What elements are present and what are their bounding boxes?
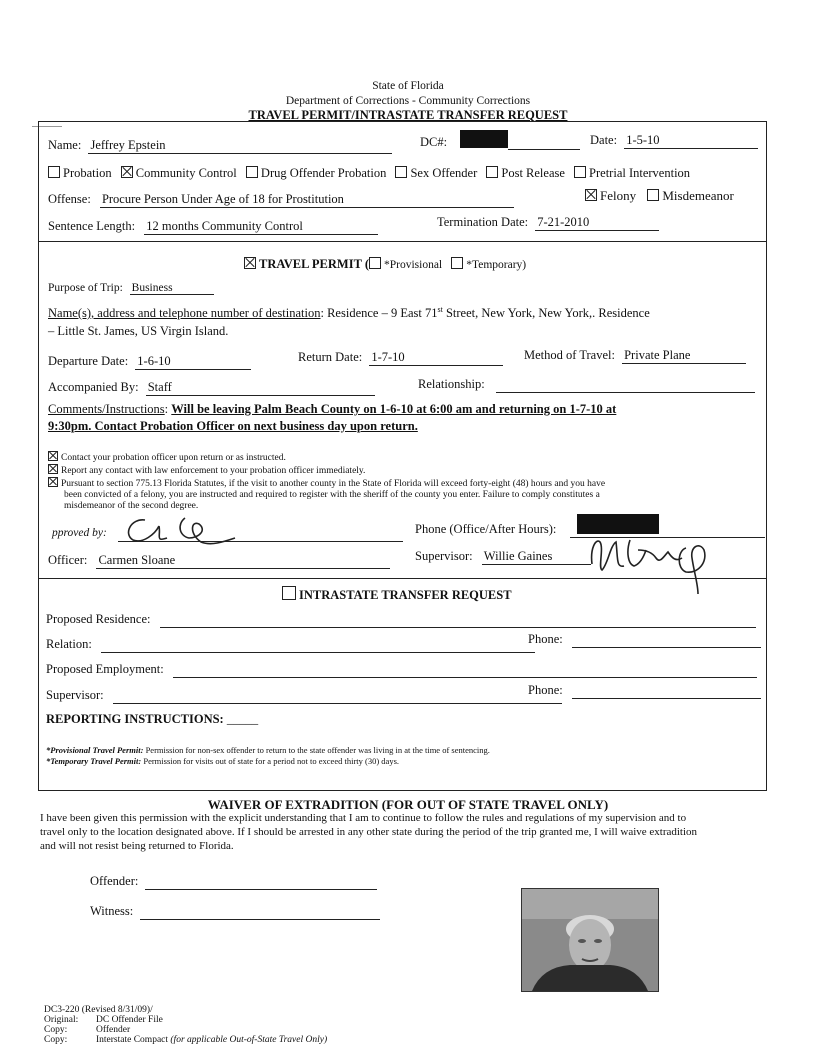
offense-value: Procure Person Under Age of 18 for Prostitution (100, 192, 514, 208)
phone-label: Phone (Office/After Hours): (415, 522, 557, 536)
probation-checkbox[interactable] (48, 166, 60, 178)
waiver-line: I have been given this permission with the explicit understanding that I am to continue to follow the rules and regulations of my supervision and to (40, 812, 687, 824)
distribution-row: Copy: Interstate Compact (for applicable Out-of-State Travel Only) (44, 1035, 328, 1045)
destination-line2: – Little St. James, US Virgin Island. (48, 324, 229, 339)
relationship-label: Relationship: (418, 377, 485, 391)
departure-label: Departure Date: (48, 354, 129, 368)
supervisor-label: Supervisor: (415, 549, 473, 563)
relation-row (46, 637, 535, 653)
comments-line1: Will be leaving Palm Beach County on 1-6-10 at 6:00 am and returning on 1-7-10 at (171, 402, 617, 416)
form-title: TRAVEL PERMIT/INTRASTATE TRANSFER REQUEST (248, 108, 568, 122)
instruction-continuation: been convicted of a felony, you are instructed and required to register with the sheriff of the county you enter. Failure to comply constitutes a (64, 490, 600, 500)
travel-permit-checkbox[interactable] (244, 257, 256, 269)
drug-offender-label: Drug Offender Probation (260, 166, 387, 180)
transfer-phone2-label: Phone: (528, 683, 563, 697)
type-pretrial (574, 166, 690, 180)
purpose-value: Business (130, 282, 214, 295)
supervisor-signature (586, 528, 726, 598)
termination-row (437, 215, 659, 231)
destination-label: Name(s), address and telephone number of destination (48, 306, 321, 321)
waiver-heading: WAIVER OF EXTRADITION (FOR OUT OF STATE TRAVEL ONLY) (207, 797, 609, 812)
destination-block (48, 301, 760, 340)
instruction-item: Pursuant to section 775.13 Florida Statutes, if the visit to another county in the State of Florida will exceed forty-eight (48) hours and you have (48, 477, 760, 490)
travel-permit-title: TRAVEL PERMIT ( (259, 257, 369, 271)
accompanied-label: Accompanied By: (48, 380, 139, 394)
form-number: DC3-220 (Revised 8/31/09)/ (44, 1005, 153, 1015)
termination-value: 7-21-2010 (535, 215, 659, 231)
reporting-row (46, 712, 258, 727)
residence-value[interactable] (160, 612, 756, 628)
transfer-phone2-value[interactable] (572, 683, 761, 699)
pretrial-checkbox[interactable] (574, 166, 586, 178)
dc-label: DC#: (420, 135, 448, 149)
date-row (590, 133, 758, 149)
relationship-value[interactable] (496, 377, 755, 393)
instruction-item: Report any contact with law enforcement to your probation officer immediately. (48, 464, 760, 477)
type-post-release (486, 166, 565, 180)
employment-value[interactable] (173, 662, 757, 678)
accompanied-value: Staff (146, 380, 375, 396)
purpose-row (48, 282, 214, 295)
community-control-checkbox[interactable] (121, 166, 133, 178)
transfer-title: INTRASTATE TRANSFER REQUEST (299, 588, 512, 602)
sentence-row (48, 219, 378, 235)
offense-label: Offense: (48, 192, 91, 206)
comments-line2: 9:30pm. Contact Probation Officer on next business day upon return. (48, 419, 418, 433)
reporting-label: REPORTING INSTRUCTIONS: (46, 712, 224, 726)
redaction-bar (460, 130, 508, 148)
transfer-phone2-row (528, 683, 761, 699)
return-label: Return Date: (298, 350, 363, 364)
phone-row (415, 522, 556, 537)
employment-label: Proposed Employment: (46, 662, 164, 676)
transfer-phone-value[interactable] (572, 632, 761, 648)
date-value: 1-5-10 (624, 133, 758, 149)
section-divider-1 (38, 241, 766, 242)
proposed-residence-row (46, 612, 756, 628)
witness-signature-row (90, 904, 380, 920)
sex-offender-label: Sex Offender (410, 166, 478, 180)
pretrial-label: Pretrial Intervention (589, 166, 691, 180)
officer-row (48, 553, 390, 569)
provisional-note: *Provisional Travel Permit: Permission for non-sex offender to return to the state offender was living in at the time of sentencing. (46, 745, 490, 755)
probation-label: Probation (63, 166, 112, 180)
method-label: Method of Travel: (524, 348, 615, 362)
witness-label: Witness: (90, 904, 134, 918)
person-portrait-icon (522, 889, 658, 991)
offender-photo (521, 888, 659, 992)
employment-row (46, 662, 757, 678)
state-heading: State of Florida (372, 80, 444, 92)
supervision-type-row (48, 166, 690, 181)
method-value: Private Plane (622, 348, 746, 364)
comments-block: Comments/Instructions: Will be leaving Palm Beach County on 1-6-10 at 6:00 am and returning on 1-7-10 at 9:30pm. Contact Probation Officer on next business day upon return. (48, 402, 617, 433)
offense-class (585, 188, 734, 204)
instruction-checkbox[interactable] (48, 477, 58, 487)
name-row (48, 138, 392, 154)
transfer-supervisor-row (46, 688, 562, 704)
method-row (524, 348, 746, 364)
drug-offender-checkbox[interactable] (246, 166, 258, 178)
misdemeanor-checkbox[interactable] (647, 189, 659, 201)
name-value: Jeffrey Epstein (88, 138, 392, 154)
transfer-phone-label: Phone: (528, 632, 563, 646)
temporary-note: *Temporary Travel Permit: Permission for visits out of state for a period not to exceed thirty (30) days. (46, 756, 399, 766)
post-release-checkbox[interactable] (486, 166, 498, 178)
instruction-continuation: misdemeanor of the second degree. (64, 501, 199, 511)
type-community-control (121, 166, 237, 180)
type-drug-offender (246, 166, 386, 180)
date-label: Date: (590, 133, 618, 147)
sex-offender-checkbox[interactable] (395, 166, 407, 178)
permit-notes (46, 745, 490, 767)
provisional-label: *Provisional (383, 259, 443, 271)
type-sex-offender (395, 166, 477, 180)
reporting-blank: _____ (226, 712, 259, 726)
waiver-line: travel only to the location designated above. If I should be arrested in any other state during the period of the trip granted me, I will waive extradition (40, 826, 698, 838)
felony-checkbox[interactable] (585, 189, 597, 201)
waiver-text (40, 811, 770, 853)
destination-line1: : Residence – 9 East 71 (320, 306, 438, 321)
type-probation (48, 166, 112, 180)
departure-value: 1-6-10 (135, 354, 251, 370)
sentence-label: Sentence Length: (48, 219, 136, 233)
temporary-label: *Temporary) (466, 259, 527, 271)
offender-signature-row (90, 874, 377, 890)
post-release-label: Post Release (501, 166, 565, 180)
supervisor-value: Willie Gaines (482, 549, 591, 565)
relationship-row (418, 377, 755, 393)
transfer-phone-row (528, 632, 761, 648)
dc-underline (508, 149, 580, 150)
residence-label: Proposed Residence: (46, 612, 151, 626)
purpose-label: Purpose of Trip: (48, 282, 123, 294)
relation-label: Relation: (46, 637, 92, 651)
termination-label: Termination Date: (437, 215, 529, 229)
return-value: 1-7-10 (369, 350, 503, 366)
department-heading: Department of Corrections - Community Corrections (285, 95, 531, 107)
offender-signature-line[interactable] (145, 874, 377, 890)
instruction-item: Contact your probation officer upon return or as instructed. (48, 451, 760, 464)
instruction-checkbox[interactable] (48, 451, 58, 461)
waiver-line: and will not resist being returned to Florida. (40, 840, 234, 852)
offender-label: Offender: (90, 874, 139, 888)
offense-row (48, 192, 514, 208)
transfer-supervisor-value[interactable] (113, 688, 562, 704)
instruction-checkbox[interactable] (48, 464, 58, 474)
distribution-row: Copy: Offender (44, 1025, 131, 1035)
approved-label: pproved by: (52, 527, 107, 539)
destination-superscript: st (437, 305, 443, 314)
return-row (298, 350, 503, 366)
witness-signature-line[interactable] (140, 904, 380, 920)
transfer-checkbox[interactable] (282, 586, 296, 600)
accompanied-row (48, 380, 375, 396)
transfer-supervisor-label: Supervisor: (46, 688, 104, 702)
travel-permit-heading (244, 257, 526, 272)
relation-value[interactable] (101, 637, 535, 653)
form-footer (44, 1005, 327, 1045)
provisional-checkbox[interactable] (369, 257, 381, 269)
supervisor-row (415, 549, 591, 565)
officer-value: Carmen Sloane (96, 553, 390, 569)
community-control-label: Community Control (135, 166, 237, 180)
misdemeanor-label: Misdemeanor (662, 188, 734, 203)
transfer-heading (282, 586, 512, 603)
departure-row (48, 354, 251, 370)
distribution-row: Original: DC Offender File (44, 1015, 163, 1025)
officer-label: Officer: (48, 553, 88, 567)
comments-label: Comments/Instructions (48, 402, 165, 416)
name-label: Name: (48, 138, 82, 152)
felony-label: Felony (600, 188, 637, 203)
destination-line1b: Street, New York, New York,. Residence (442, 306, 650, 321)
temporary-checkbox[interactable] (451, 257, 463, 269)
instructions-list (48, 451, 760, 512)
approver-signature (115, 508, 245, 548)
sentence-value: 12 months Community Control (144, 219, 378, 235)
